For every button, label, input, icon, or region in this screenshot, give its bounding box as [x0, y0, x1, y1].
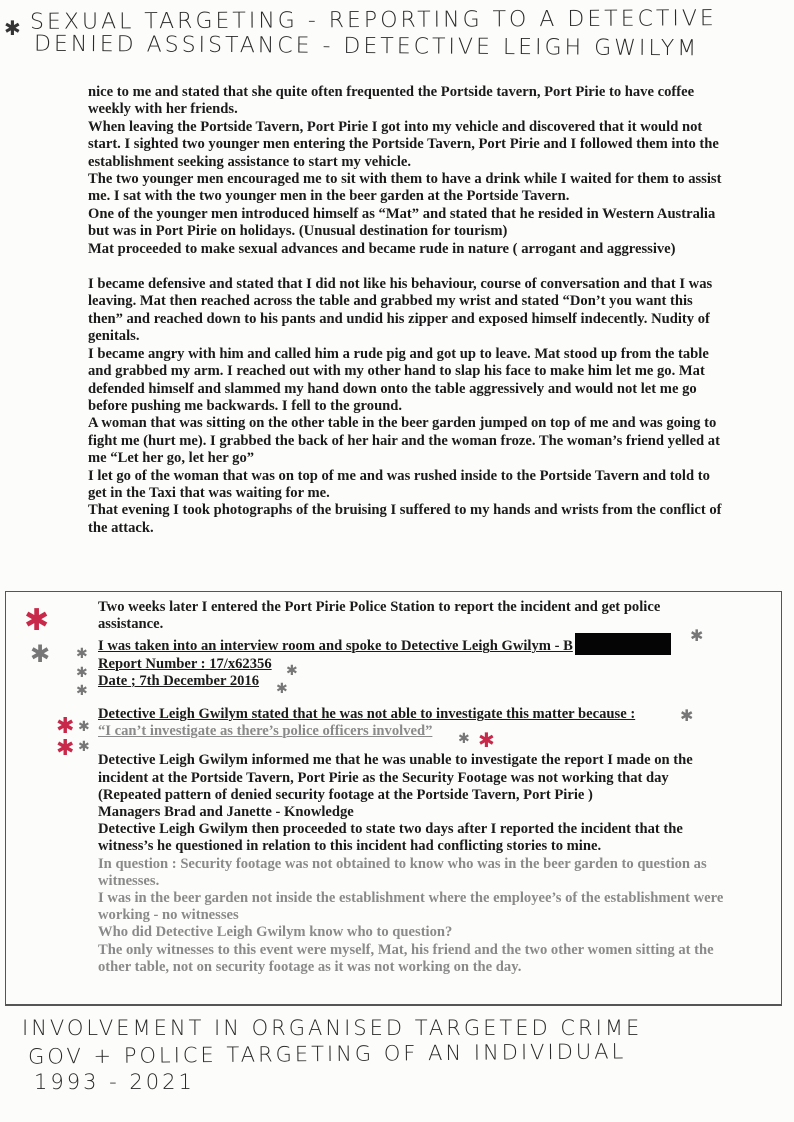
handwritten-footer-line-3: 1993 - 2021 [34, 1070, 195, 1094]
detective-quote: “I can’t investigate as there’s police officers involved” [98, 723, 433, 740]
paragraph: I became angry with him and called him a rude pig and got up to leave. Mat stood up from the table and grabbed my arm. I reached out with my other hand to slap his face to make him let me go. Mat defended himself and slammed my hand down onto the table aggressively and would not let me go before pushing me backwards. I fell to the ground. [88, 345, 709, 414]
report-date: Date ; 7th December 2016 [98, 672, 260, 689]
handwritten-title-line-1: SEXUAL TARGETING - REPORTING TO A DETECTIVE [29, 6, 717, 35]
asterisk-mark: ✱ [78, 719, 90, 735]
asterisk-mark: ✱ [24, 603, 50, 638]
asterisk-mark: ✱ [56, 736, 75, 761]
question-note: Who did Detective Leigh Gwilym know who to question? [98, 924, 453, 941]
interview-line [98, 633, 728, 655]
paragraph: I let go of the woman that was on top of me and was rushed inside to the Portside Tavern and told to get in the Taxi that was waiting for me. [88, 467, 710, 501]
question-note: I was in the beer garden not inside the establishment where the employee’s of the establishment were working - no witnesses [98, 890, 724, 924]
statement-body [88, 84, 728, 537]
report-number: Report Number : 17/x62356 [98, 655, 272, 672]
asterisk-mark: ✱ [690, 626, 704, 645]
paragraph: Mat proceeded to make sexual advances and became rude in nature ( arrogant and aggressive) [88, 240, 676, 257]
asterisk-mark: ✱ [56, 714, 75, 739]
paragraph: Detective Leigh Gwilym informed me that he was unable to investigate the report I made on the incident at the Portside Tavern, Port Pirie as the Security Footage was not working that day (Repeated pattern of denied security footage at the Portside Tavern, Port Pirie ) [98, 752, 693, 803]
paragraph: nice to me and stated that she quite often frequented the Portside tavern, Port Pirie to have coffee weekly with her friends. [88, 84, 695, 118]
detective-statement: Detective Leigh Gwilym stated that he was not able to investigate this matter because : [98, 706, 636, 723]
paragraph: Two weeks later I entered the Port Pirie Police Station to report the incident and get police assistance. [98, 599, 661, 633]
paragraph: One of the younger men introduced himself as “Mat” and stated that he resided in Western Australia but was in Port Pirie on holidays. (Unusual destination for tourism) [88, 205, 716, 240]
paragraph: When leaving the Portside Tavern, Port Pirie I got into my vehicle and discovered that it would not start. I sighted two younger men entering the Portside Tavern, Port Pirie and I followed them into the establishment seeking assistance to start my vehicle. [88, 118, 719, 170]
asterisk-mark: ✱ [76, 683, 88, 699]
handwritten-title-line-2: DENIED ASSISTANCE - DETECTIVE LEIGH GWILYM [33, 31, 700, 62]
paragraph: Managers Brad and Janette - Knowledge [98, 804, 354, 821]
paragraph: I became defensive and stated that I did not like his behaviour, course of conversation and that I was leaving. Mat then reached across the table and grabbed my wrist and stated “Don’t you want this then” and reached down to his pants and undid his zipper and exposed himself indecently. Nudity of genitals. [88, 276, 713, 345]
asterisk-mark: ✱ [78, 739, 90, 755]
interview-text: I was taken into an interview room and spoke to Detective Leigh Gwilym - B [98, 638, 573, 655]
asterisk-mark: ✱ [4, 16, 21, 40]
paragraph: The two younger men encouraged me to sit with them to have a drink while I waited for them to assist me. I sat with the two younger men in the beer garden at the Portside Tavern. [88, 171, 722, 205]
asterisk-mark: ✱ [458, 731, 470, 747]
asterisk-mark: ✱ [286, 663, 298, 679]
paragraph: That evening I took photographs of the bruising I suffered to my hands and wrists from the conflict of the attack. [88, 502, 722, 536]
paragraph: A woman that was sitting on the other table in the beer garden jumped on top of me and was going to fight me (hurt me). I grabbed the back of her hair and the woman froze. The woman’s friend yelled at me “Let her go, let her go” [88, 415, 720, 467]
asterisk-mark: ✱ [76, 646, 88, 662]
handwritten-footer-line-1: INVOLVEMENT IN ORGANISED TARGETED CRIME [22, 1016, 643, 1040]
handwritten-footer-line-2: GOV + POLICE TARGETING OF AN INDIVIDUAL [27, 1039, 627, 1069]
paragraph: Detective Leigh Gwilym then proceeded to state two days after I reported the incident that the witness’s he questioned in relation to this incident had conflicting stories to mine. [98, 821, 683, 855]
asterisk-mark: ✱ [30, 640, 51, 668]
redaction-bar [575, 633, 671, 655]
asterisk-mark: ✱ [478, 728, 495, 752]
question-note: In question : Security footage was not obtained to know who was in the beer garden to question as witnesses. [98, 855, 707, 889]
question-note: The only witnesses to this event were myself, Mat, his friend and the two other women sitting at the other table, not on security footage as it was not working on the day. [98, 941, 714, 975]
asterisk-mark: ✱ [276, 681, 288, 697]
asterisk-mark: ✱ [680, 706, 694, 725]
report-box-content [98, 599, 728, 976]
asterisk-mark: ✱ [76, 665, 88, 681]
